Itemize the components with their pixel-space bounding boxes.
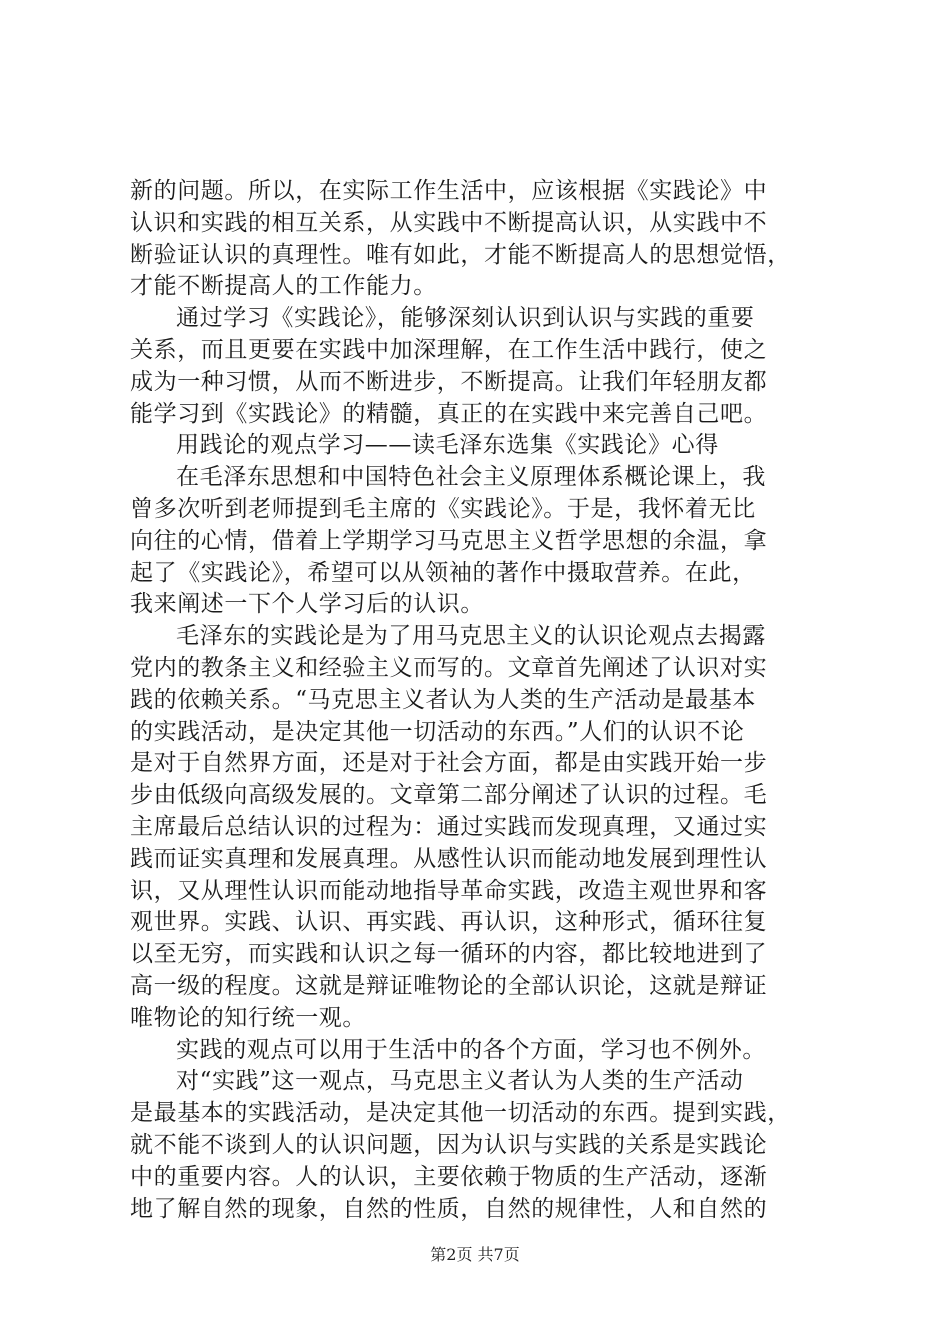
text-line: 起了《实践论》，希望可以从领袖的著作中摄取营养。在此， <box>130 559 756 586</box>
body-text <box>130 176 830 1225</box>
text-line: 践的依赖关系。“马克思主义者认为人类的生产活动是最基本 <box>130 686 756 713</box>
text-line: 曾多次听到老师提到毛主席的《实践论》。于是，我怀着无比 <box>130 495 756 522</box>
text-line: 能学习到《实践论》的精髓，真正的在实践中来完善自己吧。 <box>130 400 768 427</box>
text-line: 是对于自然界方面，还是对于社会方面，都是由实践开始一步 <box>130 750 768 777</box>
text-line: 毛泽东的实践论是为了用马克思主义的认识论观点去揭露 <box>176 623 766 650</box>
text-line: 地了解自然的现象，自然的性质，自然的规律性，人和自然的 <box>130 1195 768 1222</box>
text-line: 主席最后总结认识的过程为：通过实践而发现真理，又通过实 <box>130 813 768 840</box>
text-line: 是最基本的实践活动，是决定其他一切活动的东西。提到实践， <box>130 1100 791 1127</box>
text-line: 对“实践”这一观点，马克思主义者认为人类的生产活动 <box>176 1068 744 1095</box>
text-line: 唯物论的知行统一观。 <box>130 1004 366 1031</box>
text-line: 步由低级向高级发展的。文章第二部分阐述了认识的过程。毛 <box>130 782 768 809</box>
text-line: 在毛泽东思想和中国特色社会主义原理体系概论课上，我 <box>176 464 766 491</box>
text-line: 识，又从理性认识而能动地指导革命实践，改造主观世界和客 <box>130 877 768 904</box>
text-line: 关系，而且更要在实践中加深理解，在工作生活中践行，使之 <box>130 336 768 363</box>
text-line: 成为一种习惯，从而不断进步，不断提高。让我们年轻朋友都 <box>130 368 768 395</box>
text-line: 实践的观点可以用于生活中的各个方面，学习也不例外。 <box>176 1036 766 1063</box>
text-line: 就不能不谈到人的认识问题，因为认识与实践的关系是实践论 <box>130 1131 768 1158</box>
text-line: 认识和实践的相互关系，从实践中不断提高认识，从实践中不 <box>130 209 768 236</box>
text-line: 党内的教条主义和经验主义而写的。文章首先阐述了认识对实 <box>130 654 768 681</box>
text-line: 践而证实真理和发展真理。从感性认识而能动地发展到理性认 <box>130 845 768 872</box>
text-line: 新的问题。所以，在实际工作生活中，应该根据《实践论》中 <box>130 178 768 204</box>
page-footer: 第2页 共7页 <box>430 1245 520 1264</box>
text-line: 的实践活动，是决定其他一切活动的东西。”人们的认识不论 <box>130 718 745 745</box>
text-line: 才能不断提高人的工作能力。 <box>130 273 437 300</box>
text-line: 用践论的观点学习——读毛泽东选集《实践论》心得 <box>176 432 719 459</box>
text-line: 断验证认识的真理性。唯有如此，才能不断提高人的思想觉悟， <box>130 241 791 268</box>
text-line: 高一级的程度。这就是辩证唯物论的全部认识论，这就是辩证 <box>130 972 768 999</box>
text-line: 我来阐述一下个人学习后的认识。 <box>130 591 484 618</box>
text-line: 向往的心情，借着上学期学习马克思主义哲学思想的余温，拿 <box>130 527 768 554</box>
text-line: 中的重要内容。人的认识，主要依赖于物质的生产活动，逐渐 <box>130 1163 768 1190</box>
text-line: 观世界。实践、认识、再实践、再认识，这种形式，循环往复 <box>130 909 768 936</box>
text-line: 以至无穷，而实践和认识之每一循环的内容，都比较地进到了 <box>130 941 768 968</box>
text-line: 通过学习《实践论》，能够深刻认识到认识与实践的重要 <box>176 305 755 332</box>
